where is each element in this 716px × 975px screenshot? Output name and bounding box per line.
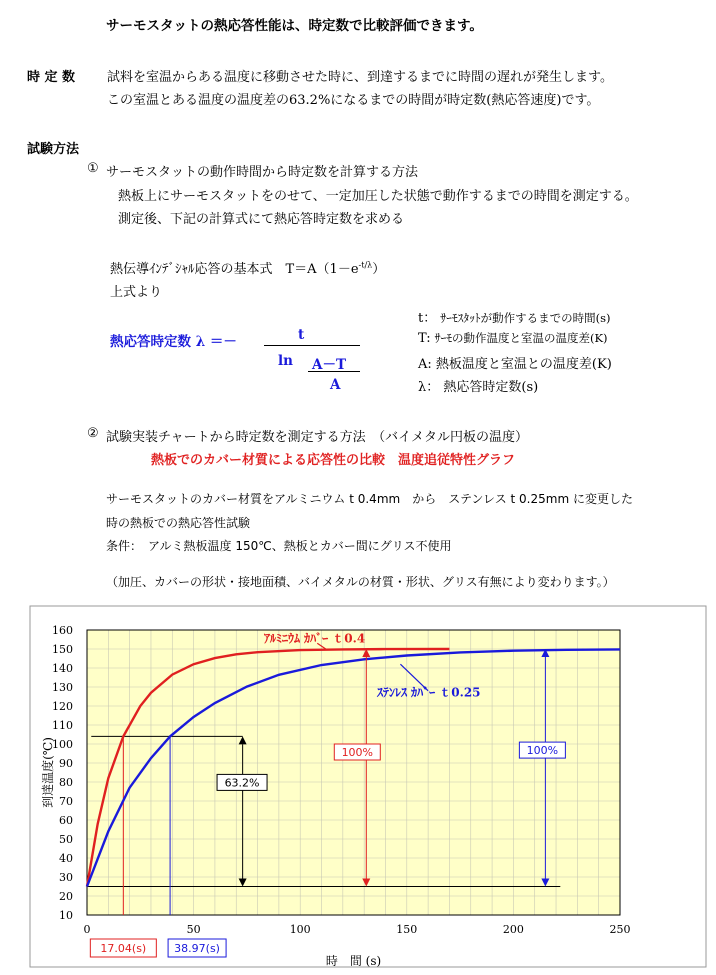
legend-A: A: 熱板温度と室温との温度差(K) [418,357,612,372]
blue-time-label: 38.97(s) [174,942,220,955]
y-tick-label: 120 [52,700,73,713]
y-tick-label: 60 [59,814,73,827]
formula-inner-fraction-bar [308,371,360,372]
method1-desc2: 測定後、下記の計算式にて熱応答時定数を求める [118,212,405,227]
formula-numerator: t [298,327,305,343]
x-tick-label: 0 [83,923,91,936]
x-tick-label: 100 [289,923,311,936]
y-tick-label: 150 [52,643,73,656]
legend-lambda: λ： 熱応答時定数(s) [418,380,539,395]
method2-red-title: 熱板でのカバー材質による応答性の比較 温度追従特性グラフ [151,453,516,468]
y-tick-label: 110 [52,719,73,732]
label-632: 63.2% [224,776,260,790]
headline: サーモスタットの熱応答性能は、時定数で比較評価できます。 [106,18,483,34]
y-tick-label: 90 [59,757,73,770]
legend-T: T: ｻｰﾓの動作温度と室温の温度差(K) [418,331,608,346]
method1-marker: ① [87,161,99,176]
basic-formula: 熱伝導ｲﾝﾃﾞｼｬﾙ応答の基本式 $T=A(1-e^{-t/\lambda})$ [110,260,386,277]
x-axis-label: 時 間 (s) [325,954,382,968]
formula-label: 熱応答時定数 λ ＝－ [110,334,237,350]
y-tick-label: 130 [52,681,73,694]
x-tick-label: 200 [502,923,524,936]
y-axis-label: 到達温度(℃) [41,737,55,808]
method1-title: サーモスタットの動作時間から時定数を計算する方法 [106,165,419,180]
temperature-response-chart [0,600,716,970]
formula-inner-numerator: A－T [312,357,347,373]
stainless-series-label: ｽﾃﾝﾚｽ ｶﾊﾞｰ ｔ0.25 [376,685,481,700]
y-tick-label: 30 [59,871,73,884]
method1-desc1: 熱板上にサーモスタットをのせて、一定加圧した状態で動作するまでの時間を測定する。 [118,189,638,204]
y-tick-label: 160 [52,624,73,637]
y-tick-label: 40 [59,852,73,865]
method2-note: （加圧、カバーの形状・接地面積、バイメタルの材質・形状、グリス有無により変わります。） [106,575,615,589]
from-formula: 上式より [110,285,163,300]
method2-desc2: 時の熱板での熱応答性試験 [106,516,251,530]
time-constant-line1: 試料を室温からある温度に移動させた時に、到達するまでに時間の遅れが発生します。 [107,70,613,85]
time-constant-line2: この室温とある温度の温度差の63.2%になるまでの時間が時定数(熱応答速度)です。 [107,93,600,108]
x-tick-label: 50 [186,923,201,936]
formula-exponent: -t/λ [358,260,373,270]
aluminum-series-label: ｱﾙﾐﾆｳﾑ ｶﾊﾞｰ ｔ0.4 [263,631,366,646]
red-time-label: 17.04(s) [100,942,147,955]
x-tick-label: 250 [609,923,631,936]
y-tick-label: 20 [59,890,73,903]
method2-marker: ② [87,426,99,441]
y-tick-label: 80 [59,776,73,789]
method2-condition: 条件： アルミ熱板温度 150℃、熱板とカバー間にグリス不使用 [106,539,452,553]
test-method-heading: 試験方法 [27,142,80,157]
method2-title: 試験実装チャートから時定数を測定する方法 （バイメタル円板の温度） [106,430,528,445]
y-tick-label: 100 [52,738,73,751]
y-tick-label: 10 [59,909,73,922]
x-tick-label: 150 [396,923,418,936]
formula-inner-denominator: A [330,377,341,393]
y-tick-label: 50 [59,833,73,846]
red-100-label: 100% [341,746,374,759]
legend-t: t： ｻｰﾓｽﾀｯﾄが動作するまでの時間(s) [418,311,611,326]
y-tick-label: 140 [52,662,73,675]
formula-ln: ln [278,353,293,369]
time-constant-heading: 時 定 数 [27,70,76,85]
formula-main-fraction-bar [264,345,360,346]
y-tick-label: 70 [59,795,73,808]
plot-area [87,630,620,915]
method2-desc1: サーモスタットのカバー材質をアルミニウム t 0.4mm から ステンレス t 0.25mm に変更した [106,492,633,506]
blue-100-label: 100% [526,744,559,758]
